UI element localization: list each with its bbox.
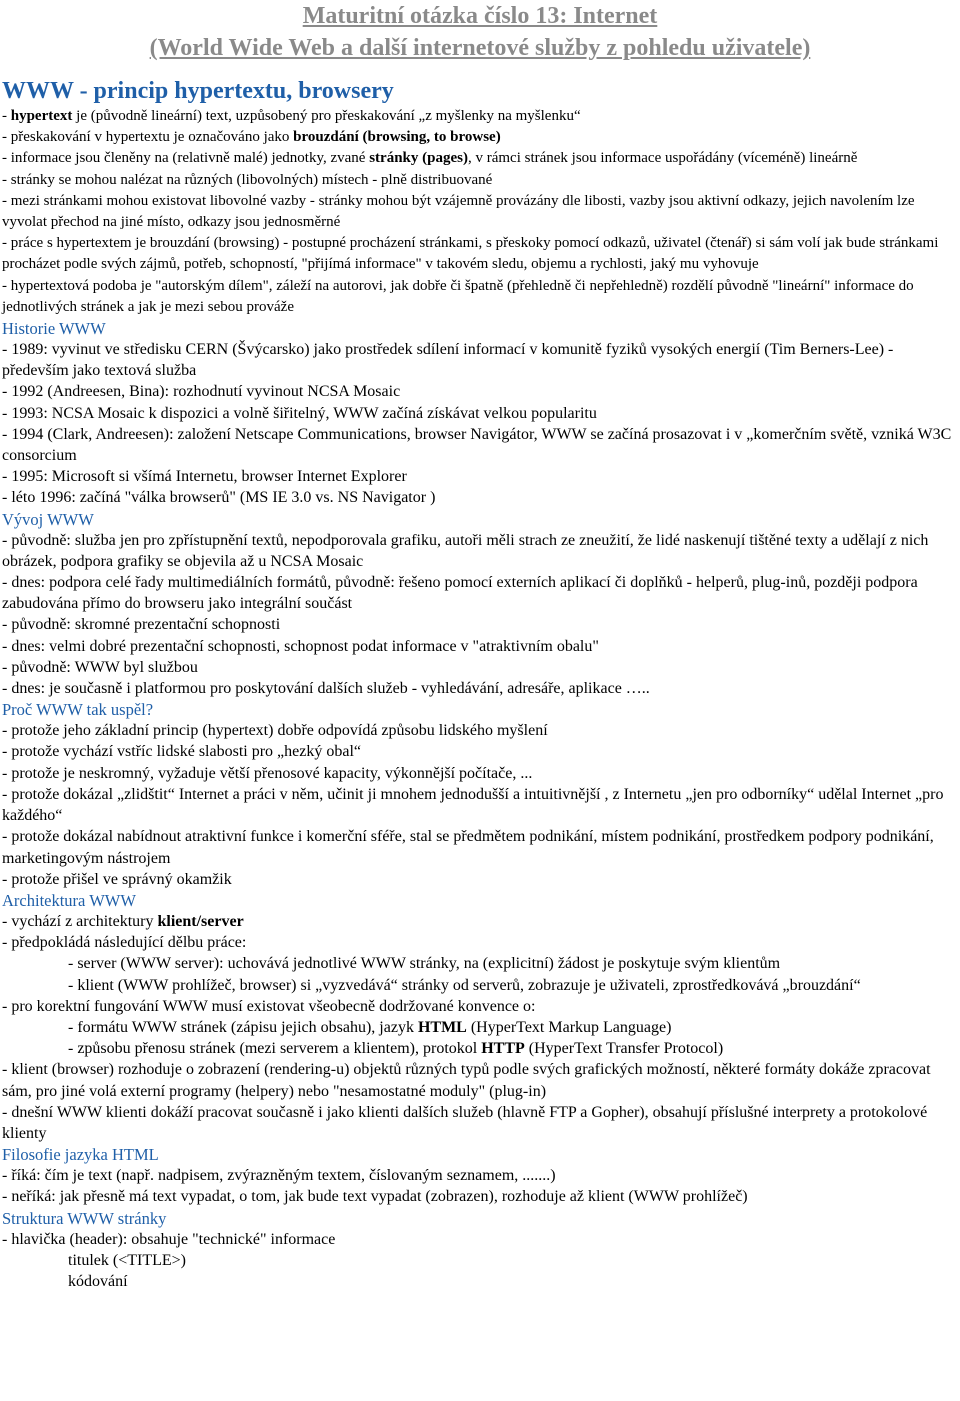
line-text: - klient (browser) rozhoduje o zobrazení (rendering-u) objektů různých typů podle svých grafických možností, některé formáty dokáže zpracovat sám, pro jiné volá externí programy (helpery) nebo "nesamostatné moduly" (plug-in)	[2, 1061, 931, 1100]
line-text: - protože jeho základní princip (hypertext) dobře odpovídá způsobu lidského myšlení	[2, 722, 548, 740]
line-text: kódování	[68, 1272, 128, 1290]
section-heading: Architektura WWW	[2, 890, 136, 910]
line-text: - klient (WWW prohlížeč, browser) si „vyzvedává“ stránky od serverů, zobrazuje je uživateli, zprostředkovává „brouzdání“	[68, 976, 861, 994]
text-line	[2, 403, 960, 424]
text-line	[2, 1059, 960, 1101]
line-text: - hypertextová podoba je "autorským dílem", záleží na autorovi, jak dobře či špatně (přehledně či nepřehledně) rozdělí původně "lineární" informace do jednotlivých stránek a jak je mezi sebou prováže	[2, 277, 914, 315]
line-text: - stránky se mohou nalézat na různých (libovolných) místech - plně distribuované	[2, 171, 493, 188]
line-text: - protože dokázal „zlidštit“ Internet a práci v něm, učinit ji mnohem jednodušší a intuitivnější , z Internetu „jen pro odborníky“ udělal Internet „pro každého“	[2, 785, 944, 825]
line-text: - informace jsou členěny na (relativně malé) jednotky, zvané	[2, 150, 370, 167]
line-text: - 1989: vyvinut ve středisku CERN (Švýcarsko) jako prostředek sdílení informací v komunitě fyziků vysokých energií (Tim Berners-Lee) - především jako textová služba	[2, 341, 894, 380]
section-heading: Struktura WWW stránky	[2, 1208, 167, 1228]
text-line	[2, 1017, 960, 1038]
line-text: - formátu WWW stránek (zápisu jejich obsahu), jazyk	[68, 1018, 418, 1036]
section-heading: Proč WWW tak uspěl?	[2, 700, 154, 720]
intro-list	[0, 106, 960, 318]
text-line	[2, 1250, 960, 1271]
text-line	[2, 826, 960, 868]
line-text: - přeskakování v hypertextu je označováno jako	[2, 129, 294, 146]
line-text: - 1992 (Andreesen, Bina): rozhodnutí vyvinout NCSA Mosaic	[2, 383, 401, 401]
line-bold-text: stránky (pages)	[369, 150, 468, 167]
page-title: Maturitní otázka číslo 13: Internet	[302, 3, 658, 29]
line-text: - dnes: velmi dobré prezentační schopnosti, schopnost podat informace v "atraktivním obalu"	[2, 637, 599, 655]
text-line	[2, 911, 960, 932]
line-text: titulek (<TITLE>)	[68, 1251, 187, 1269]
line-bold-text: klient/server	[157, 912, 244, 930]
text-line	[2, 1102, 960, 1144]
text-line	[2, 127, 960, 148]
text-line	[2, 996, 960, 1017]
section-heading: Historie WWW	[2, 319, 106, 339]
text-line	[2, 614, 960, 635]
line-text: - předpokládá následující dělbu práce:	[2, 934, 247, 952]
text-line	[2, 381, 960, 402]
line-text: - říká: čím je text (např. nadpisem, zvýrazněným textem, číslovaným seznamem, .......)	[2, 1167, 556, 1185]
text-line	[2, 657, 960, 678]
line-text: - protože vychází vstříc lidské slabosti pro „hezký obal“	[2, 743, 361, 761]
line-text-after: je (původně lineární) text, uzpůsobený pro přeskakování „z myšlenky na myšlenku“	[72, 108, 581, 124]
line-text: - dnes: podpora celé řady multimediálních formátů, původně: řešeno pomocí externích aplikací či doplňků - helperů, plug-inů, později podpora zabudována přímo do browseru jako integrální součást	[2, 574, 918, 613]
line-text: - 1995: Microsoft si všímá Internetu, browser Internet Explorer	[2, 468, 407, 486]
text-line	[2, 975, 960, 996]
text-line	[2, 720, 960, 741]
text-line	[2, 953, 960, 974]
line-text: - protože dokázal nabídnout atraktivní funkce i komerční sféře, stal se předmětem podnikání, místem podnikání, prostředkem podpory podnikání, marketingovým nástrojem	[2, 828, 934, 867]
text-line	[2, 276, 960, 318]
line-bold-text: brouzdání (browsing, to browse)	[293, 129, 501, 146]
line-text: - léto 1996: začíná "válka browserů" (MS IE 3.0 vs. NS Navigator )	[2, 489, 436, 507]
line-text: - původně: služba jen pro zpřístupnění textů, nepodporovala grafiku, autoři měli strach ze zneužití, že lidé naskenují tištěné texty a udělají z nich obrázek, podpora grafiky se objevila až u NCSA Mosaic	[2, 531, 929, 570]
line-text: - 1994 (Clark, Andreesen): založení Netscape Communications, browser Navigátor, WWW se začíná prosazovat i v „komerčním světě, vzniká W3C consorcium	[2, 425, 952, 465]
line-text: - 1993: NCSA Mosaic k dispozici a volně šiřitelný, WWW začíná získávat velkou popularitu	[2, 404, 597, 422]
line-text-after: (HyperText Markup Language)	[466, 1018, 672, 1036]
line-text: - dnešní WWW klienti dokáží pracovat současně i jako klienti dalších služeb (hlavně FTP a Gopher), obsahují příslušné interprety a protokolové klienty	[2, 1103, 928, 1142]
line-text: - protože přišel ve správný okamžik	[2, 870, 232, 888]
line-text: - práce s hypertextem je brouzdání (browsing) - postupné procházení stránkami, s přeskoky pomocí odkazů, uživatel (čtenář) si sám volí jak bude stránkami procházet podle svých zájmů, potřeb, schopností, "přijímá informace" v takovém sledu, objemu a rychlosti, jaký mu vyhovuje	[2, 235, 939, 273]
text-line	[2, 1186, 960, 1207]
line-bold-text: hypertext	[10, 108, 73, 124]
section-heading: Filosofie jazyka HTML	[2, 1145, 159, 1165]
text-line	[2, 191, 960, 233]
text-line	[2, 1271, 960, 1292]
text-line	[2, 148, 960, 169]
text-line	[2, 1038, 960, 1059]
line-text: - mezi stránkami mohou existovat libovolné vazby - stránky mohou být vzájemně provázány dle libosti, vazby jsou aktivní odkazy, jejich navolením lze vyvolat přechod na jiné místo, odkazy jsou jednosměrné	[2, 192, 915, 231]
text-line	[2, 1229, 960, 1250]
text-line	[2, 784, 960, 826]
text-line	[2, 487, 960, 508]
text-line	[2, 530, 960, 572]
line-text: - původně: skromné prezentační schopnosti	[2, 616, 281, 634]
text-line	[2, 466, 960, 487]
text-line	[2, 1165, 960, 1186]
text-line	[2, 869, 960, 890]
line-text-after: (HyperText Transfer Protocol)	[524, 1040, 724, 1058]
section-heading: Vývoj WWW	[2, 509, 94, 529]
text-line	[2, 678, 960, 699]
text-line	[2, 741, 960, 762]
line-text: - protože je neskromný, vyžaduje větší přenosové kapacity, výkonnější počítače, ...	[2, 764, 533, 782]
line-bold-text: HTML	[417, 1018, 467, 1036]
text-line	[2, 106, 960, 127]
text-line	[2, 636, 960, 657]
page-subtitle: (World Wide Web a další internetové služby z pohledu uživatele)	[149, 35, 811, 61]
line-text: - neříká: jak přesně má text vypadat, o tom, jak bude text vypadat (zobrazen), rozhoduje až klient (WWW prohlížeč)	[2, 1188, 748, 1206]
text-line	[2, 424, 960, 466]
main-heading: WWW - princip hypertextu, browsery	[2, 78, 394, 104]
text-line	[2, 932, 960, 953]
line-text: -	[2, 108, 11, 124]
line-text: - dnes: je současně i platformou pro poskytování dalších služeb - vyhledávání, adresáře, aplikace …..	[2, 680, 650, 698]
text-line	[2, 339, 960, 381]
line-text: - hlavička (header): obsahuje "technické" informace	[2, 1230, 336, 1248]
sections-container	[0, 318, 960, 1292]
line-text: - způsobu přenosu stránek (mezi serverem a klientem), protokol	[68, 1040, 482, 1058]
line-bold-text: HTTP	[481, 1040, 525, 1058]
line-text: - pro korektní fungování WWW musí existovat všeobecně dodržované konvence o:	[2, 997, 536, 1015]
text-line	[2, 233, 960, 275]
line-text: - server (WWW server): uchovává jednotlivé WWW stránky, na (explicitní) žádost je poskytuje svým klientům	[68, 955, 781, 973]
text-line	[2, 572, 960, 614]
line-text-after: , v rámci stránek jsou informace uspořádány (víceméně) lineárně	[467, 150, 858, 167]
line-text: - vychází z architektury	[2, 912, 158, 930]
text-line	[2, 763, 960, 784]
line-text: - původně: WWW byl službou	[2, 658, 198, 676]
text-line	[2, 170, 960, 191]
